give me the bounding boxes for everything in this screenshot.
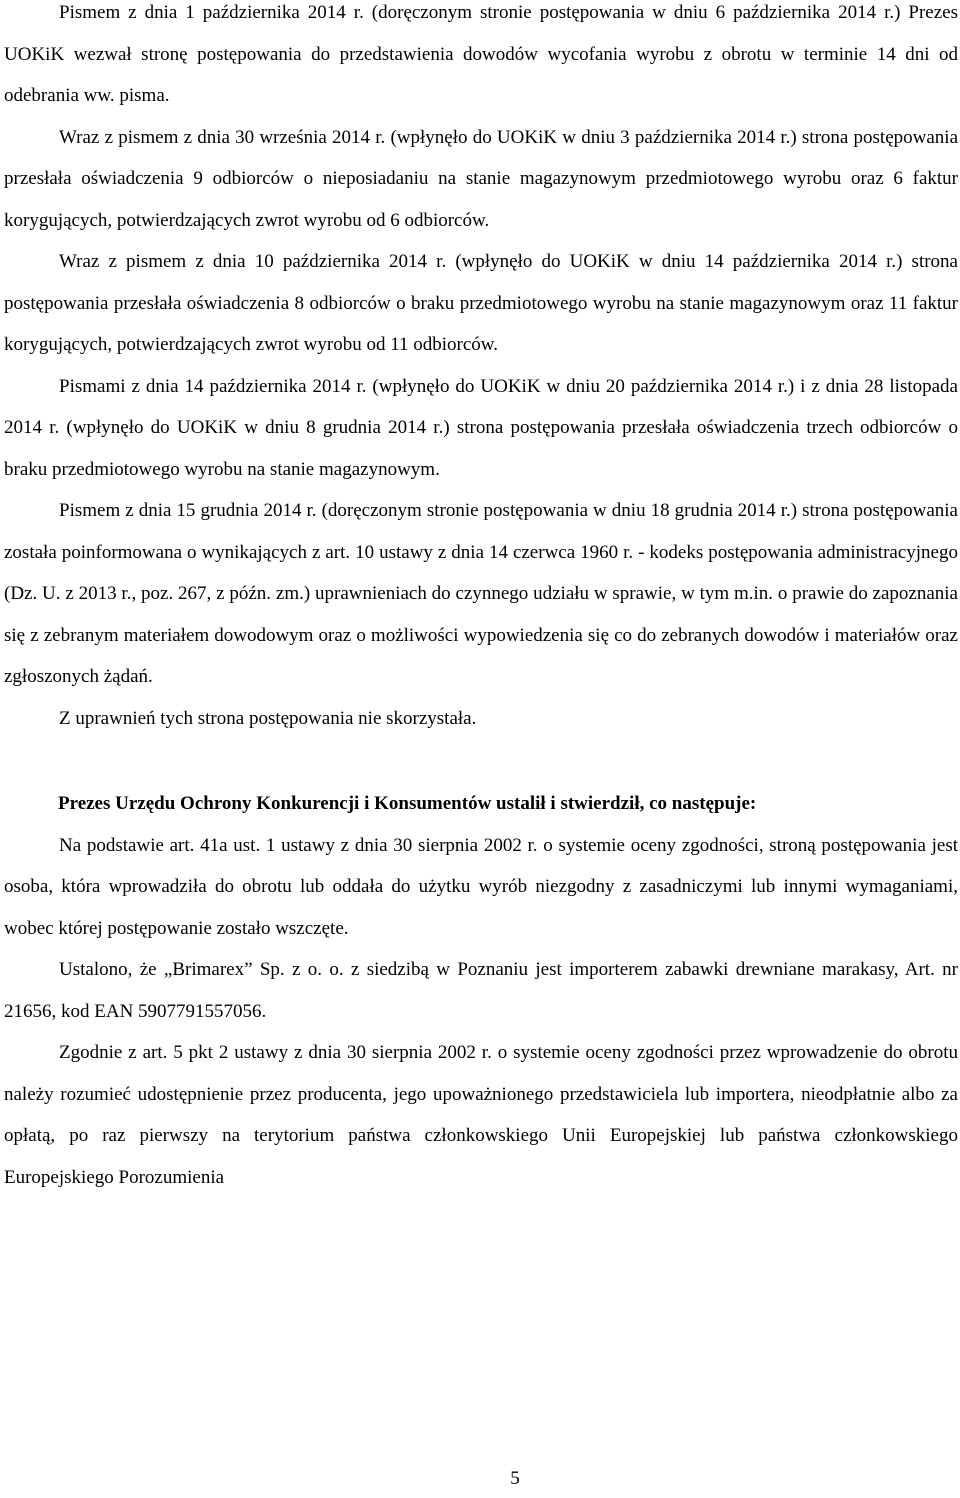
page-number: 5 [510, 1468, 520, 1489]
section-heading: Prezes Urzędu Ochrony Konkurencji i Konsumentów ustalił i stwierdził, co następuje: [58, 793, 757, 814]
paragraph-9: Zgodnie z art. 5 pkt 2 ustawy z dnia 30 sierpnia 2002 r. o systemie oceny zgodności przez wprowadzenie do obrotu należy rozumieć udostępnienie przez producenta, jego upoważnionego przedstawiciela lub importera, nieodpłatnie albo za opłatą, po raz pierwszy na terytorium państwa członkowskiego Unii Europejskiej lub państwa członkowskiego Europejskiego Porozumienia [4, 1042, 958, 1188]
paragraph-4: Pismami z dnia 14 października 2014 r. (wpłynęło do UOKiK w dniu 20 października 2014 r.) i z dnia 28 listopada 2014 r. (wpłynęło do UOKiK w dniu 8 grudnia 2014 r.) strona postępowania przesłała oświadczenia trzech odbiorców o braku przedmiotowego wyrobu na stanie magazynowym. [4, 375, 958, 480]
paragraph-3: Wraz z pismem z dnia 10 października 2014 r. (wpłynęło do UOKiK w dniu 14 października 2014 r.) strona postępowania przesłała oświadczenia 8 odbiorców o braku przedmiotowego wyrobu na stanie magazynowym oraz 11 faktur korygujących, potwierdzających zwrot wyrobu od 11 odbiorców. [4, 251, 958, 355]
paragraph-1: Pismem z dnia 1 października 2014 r. (doręczonym stronie postępowania w dniu 6 października 2014 r.) Prezes UOKiK wezwał stronę postępowania do przedstawienia dowodów wycofania wyrobu z obrotu w terminie 14 dni od odebrania ww. pisma. [4, 2, 958, 106]
paragraph-7: Na podstawie art. 41a ust. 1 ustawy z dnia 30 sierpnia 2002 r. o systemie oceny zgodności, stroną postępowania jest osoba, która wprowadziła do obrotu lub oddała do użytku wyrób niezgodny z zasadniczymi lub innymi wymaganiami, wobec której postępowanie zostało wszczęte. [4, 834, 958, 939]
paragraph-6: Z uprawnień tych strona postępowania nie skorzystała. [59, 707, 477, 729]
section-spacer [4, 739, 958, 783]
paragraph-5: Pismem z dnia 15 grudnia 2014 r. (doręczonym stronie postępowania w dniu 18 grudnia 2014 r.) strona postępowania została poinformowana o wynikających z art. 10 ustawy z dnia 14 czerwca 1960 r. - kodeks postępowania administracyjnego (Dz. U. z 2013 r., poz. 267, z późn. zm.) uprawnieniach do czynnego udziału w sprawie, w tym m.in. o prawie do zapoznania się z zebranym materiałem dowodowym oraz o możliwości wypowiedzenia się co do zebranych dowodów i materiałów oraz zgłoszonych żądań. [4, 500, 958, 687]
paragraph-2: Wraz z pismem z dnia 30 września 2014 r. (wpłynęło do UOKiK w dniu 3 października 2014 r.) strona postępowania przesłała oświadczenia 9 odbiorców o nieposiadaniu na stanie magazynowym przedmiotowego wyrobu oraz 6 faktur korygujących, potwierdzających zwrot wyrobu od 6 odbiorców. [4, 126, 958, 231]
paragraph-8: Ustalono, że „Brimarex” Sp. z o. o. z siedzibą w Poznaniu jest importerem zabawki drewniane marakasy, Art. nr 21656, kod EAN 5907791557056. [4, 959, 958, 1022]
